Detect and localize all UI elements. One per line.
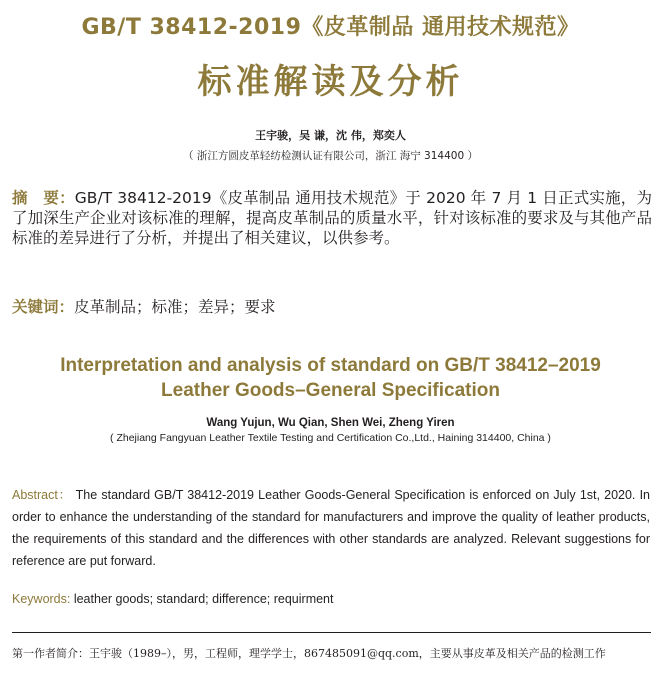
abstract-en-text: The standard GB/T 38412-2019 Leather Goods-General Specification is enforced on July 1st, 2020. In order to enhance the understanding of the standard for manufacturers and improve the quality of leather products, the requirements of this standard and the differences with other standards are analyzed. Relevant suggestions for reference are put forward. [12, 488, 650, 568]
keywords-en [12, 592, 333, 606]
authors-en: Wang Yujun, Wu Qian, Shen Wei, Zheng Yiren [206, 417, 455, 429]
abstract-cn-text: GB/T 38412-2019《皮革制品 通用技术规范》于 2020 年 7 月 1 日正式实施，为了加深生产企业对该标准的理解，提高皮革制品的质量水平，针对该标准的要求及与其他产品标准的差异进行了分析，并提出了相关建议，以供参考。 [12, 189, 652, 247]
title-cn-line2: 标准解读及分析 [197, 62, 464, 102]
keywords-cn [12, 295, 276, 317]
abstract-en-label: Abstract： [12, 488, 72, 502]
keywords-en-label: Keywords: [12, 592, 71, 606]
abstract-cn [12, 188, 652, 248]
footnote-divider [12, 632, 651, 633]
authors-cn: 王宇骏，吴 谦，沈 伟，郑奕人 [255, 129, 406, 142]
title-en-line1: Interpretation and analysis of standard on GB/T 38412–2019 [60, 355, 601, 376]
abstract-en [12, 484, 650, 572]
keywords-cn-text: 皮革制品；标准；差异；要求 [74, 298, 276, 316]
affiliation-cn: （ 浙江方圆皮革轻纺检测认证有限公司，浙江 海宁 314400 ） [183, 150, 478, 162]
abstract-cn-label: 摘 要： [12, 189, 75, 207]
title-cn-line1: GB/T 38412-2019《皮革制品 通用技术规范》 [81, 15, 580, 40]
footnote-author-bio: 第一作者简介：王宇骏（1989–），男，工程师，理学学士，867485091@qq.com，主要从事皮革及相关产品的检测工作 [12, 647, 606, 660]
keywords-cn-label: 关键词： [12, 298, 75, 316]
title-en-line2: Leather Goods–General Specification [161, 380, 500, 401]
keywords-en-text: leather goods; standard; difference; requirment [70, 592, 334, 606]
affiliation-en: ( Zhejiang Fangyuan Leather Textile Testing and Certification Co.,Ltd., Haining 314400, China ) [110, 432, 551, 444]
